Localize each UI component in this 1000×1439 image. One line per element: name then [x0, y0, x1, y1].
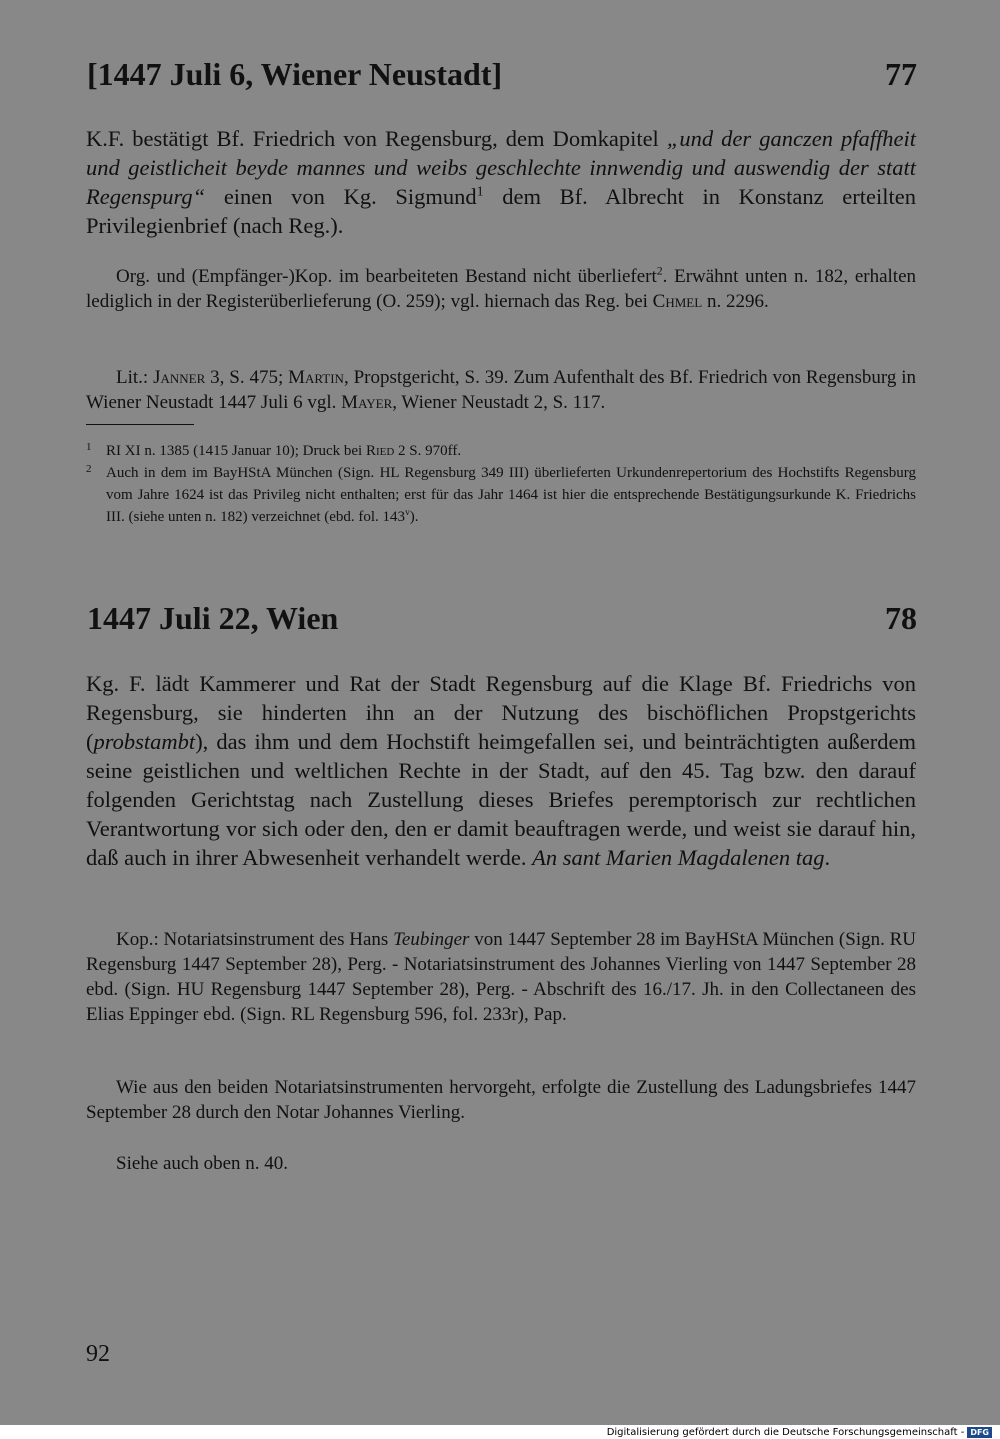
- footnote-segment: RI XI n. 1385 (1415 Januar 10); Druck bei: [106, 443, 366, 459]
- note-text: Lit.:: [116, 367, 154, 388]
- entry-78-summary: [86, 669, 916, 872]
- entry-77-heading: [87, 58, 917, 90]
- footnote-number: 2: [86, 463, 92, 475]
- folio-verso-mark: v: [405, 508, 410, 518]
- entry-77-footnotes: [86, 440, 916, 528]
- summary-text: dem Bf. Albrecht in Konstanz erteilten Privilegienbrief (nach Reg.).: [86, 184, 916, 238]
- footnote-segment: 2 S. 970ff.: [394, 443, 462, 459]
- footnote: [86, 462, 916, 528]
- author-name: Martin: [288, 367, 344, 388]
- summary-text: .: [824, 845, 831, 870]
- author-name: Chmel: [652, 291, 703, 312]
- note-text: , Propstgericht, S. 39. Zum Aufenthalt des Bf. Friedrich von Regensburg in Wiener Neustadt 1447 Juli 6 vgl.: [86, 367, 916, 413]
- footnote: [86, 440, 916, 462]
- entry-77-literature-note: [86, 365, 916, 415]
- entry-title: [1447 Juli 6, Wiener Neustadt]: [87, 56, 503, 92]
- summary-quote: probstambt: [93, 729, 196, 754]
- entry-number: 78: [885, 600, 917, 636]
- summary-quote: „und der ganczen pfaffheit und geistlicheit beyde mannes und weibs geschlechte innwendig und auswendig der statt Regenspurg“: [86, 126, 916, 209]
- dfg-logo: DFG: [967, 1427, 992, 1438]
- dfg-credit-text: Digitalisierung gefördert durch die Deutsche Forschungsgemeinschaft -: [606, 1426, 965, 1438]
- entry-77-tradition-note: [86, 264, 916, 314]
- footnote-number: 1: [86, 441, 92, 453]
- summary-text: Kg. F. lädt Kammerer und Rat der Stadt Regensburg auf die Klage Bf. Friedrichs von Regensburg, sie hinderten ihn an der Nutzung des bischöflichen Propstgerichts (: [86, 671, 916, 754]
- entry-77-summary: [86, 124, 916, 240]
- entry-number: 77: [885, 56, 917, 92]
- summary-quote: An sant Marien Magdalenen tag: [532, 845, 825, 870]
- note-text: n. 2296.: [702, 291, 769, 312]
- page-number: 92: [86, 1341, 110, 1367]
- footnote-segment: Auch in dem im BayHStA München (Sign. HL Regensburg 349 III) überlieferten Urkundenrepertorium des Hochstifts Regensburg vom Jahre 1624 ist das Privileg nicht enthalten; erst für das Jahr 1464 ist hier die entsprechende Bestätigungsurkunde K. Friedrichs III. (siehe unten n. 182) verzeichnet (ebd. fol. 143: [106, 465, 916, 525]
- entry-78-cross-reference: Siehe auch oben n. 40.: [116, 1153, 289, 1174]
- entry-78-copies-note: [86, 927, 916, 1027]
- entry-78-heading: [87, 602, 917, 634]
- footnote-segment: ).: [409, 509, 419, 525]
- author-name: Mayer: [341, 392, 393, 413]
- summary-text: K.F. bestätigt Bf. Friedrich von Regensburg, dem Domkapitel: [86, 126, 667, 151]
- footnote-divider: [86, 424, 194, 425]
- dfg-credit-bar: [607, 1425, 992, 1439]
- note-text: 3, S. 475;: [205, 367, 289, 388]
- note-text: . Erwähnt unten n. 182, erhalten lediglich in der Registerüberlieferung (O. 259); vgl. hiernach das Reg. bei: [86, 266, 916, 312]
- note-text: Org. und (Empfänger-)Kop. im bearbeiteten Bestand nicht überliefert: [116, 266, 657, 287]
- footnote-ref: 1: [476, 184, 484, 200]
- author-name: Ried: [365, 443, 395, 459]
- footnote-text: [106, 462, 916, 528]
- entry-title: 1447 Juli 22, Wien: [87, 600, 339, 636]
- author-name: Janner: [153, 367, 206, 388]
- summary-text: einen von Kg. Sigmund: [205, 184, 477, 209]
- note-text: von 1447 September 28 im BayHStA München (Sign. RU Regensburg 1447 September 28), Perg. - Notariatsinstrument des Johannes Vierling von 1447 September 28 ebd. (Sign. HU Regensburg 1447 September 28), Perg. - Abschrift des 16./17. Jh. in den Collectaneen des Elias Eppinger ebd. (Sign. RL Regensburg 596, fol. 233r), Pap.: [86, 929, 916, 1025]
- person-name: Teubinger: [393, 929, 470, 950]
- footnote-ref: 2: [656, 264, 663, 278]
- summary-text: ), das ihm und dem Hochstift heimgefallen sei, und beinträchtigten außerdem seine geistlichen und weltlichen Rechte in der Stadt, auf den 45. Tag bzw. den darauf folgenden Gerichtstag nach Zustellung dieses Briefes peremptorisch zur rechtlichen Verantwortung vor sich oder den, den er damit beauftragen werde, und weist sie darauf hin, daß auch in ihrer Abwesenheit verhandelt werde.: [86, 729, 916, 870]
- entry-78-delivery-note: Wie aus den beiden Notariatsinstrumenten hervorgeht, erfolgte die Zustellung des Ladungsbriefes 1447 September 28 durch den Notar Johannes Vierling.: [86, 1077, 916, 1123]
- note-text: Kop.: Notariatsinstrument des Hans: [116, 929, 394, 950]
- note-text: , Wiener Neustadt 2, S. 117.: [392, 392, 606, 413]
- footnote-text: [106, 440, 916, 462]
